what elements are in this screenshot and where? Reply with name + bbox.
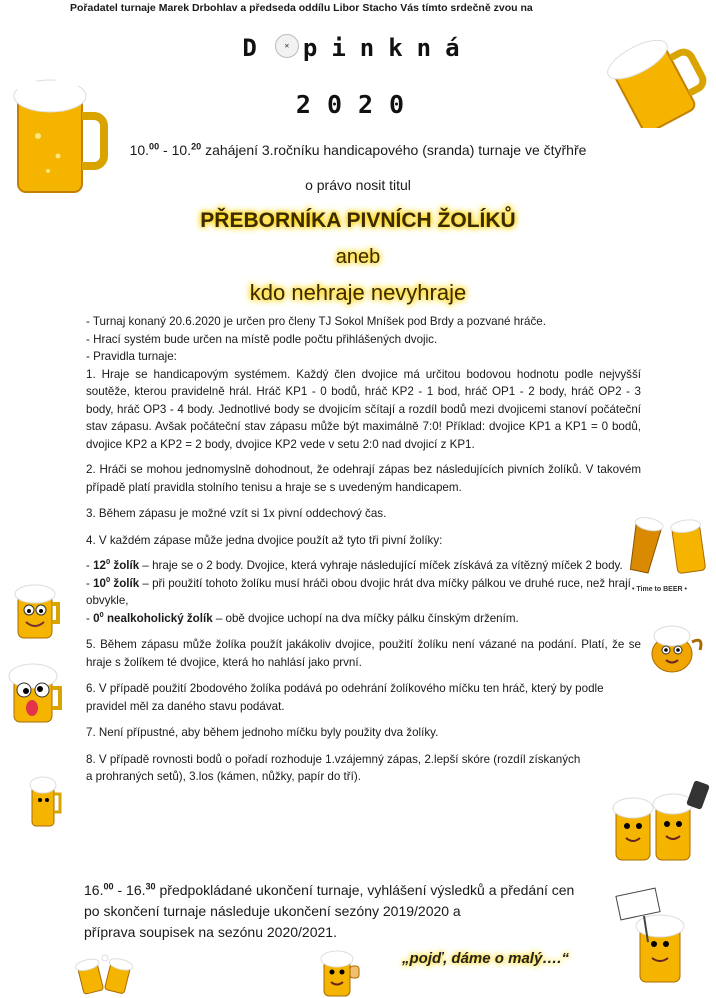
closing-line: po skončení turnaje následuje ukončení sezóny 2019/2020 a <box>84 903 461 919</box>
title-rest: pinkná <box>302 34 474 62</box>
info-line: - Turnaj konaný 20.6.2020 je určen pro členy TJ Sokol Mníšek pod Brdy a pozvané hráče. <box>86 315 546 328</box>
title-letter-d: D <box>242 34 271 62</box>
beer-mug-icon <box>8 66 108 196</box>
beer-sign-icon <box>614 886 710 990</box>
rule-3: 3. Během zápasu je možné vzít si 1x pivní oddechový čas. <box>86 507 387 520</box>
opening-line: 10.00 - 10.20 zahájení 3.ročníku handicapového (sranda) turnaje ve čtyřhře <box>129 141 587 158</box>
joker-item: - $0^0$ nealkoholický žolík – obě dvojice uchopí na dva míčky pálku čínským držením. <box>86 609 519 625</box>
rules-section <box>86 313 641 786</box>
rule-7: 7. Není přípustné, aby během jednoho míčku byly použity dva žolíky. <box>86 726 439 739</box>
headline-motto: kdo nehraje nevyhraje <box>249 280 467 305</box>
rule-1: 1. Hraje se handicapovým systémem. Každý člen dvojice má určitou bodovou hodnotu podle nejvyšší soutěže, kterou pravidelně hrál. Hráč KP1 - 0 bodů, hráč KP2 - 1 bod, hráč OP1 - 2 body, hráč OP2 - 3 body, hráč OP3 - 4 body. Jednotlivé body se dvojicím sčítají a rozdíl bodů mezi dvojicemi stanoví počáteční stav zápasu. Avšak počáteční stav zápasu může být maximálně 7:0! Příklad: dvojice KP1 a KP1 = 0 bodů, dvojice KP2 a KP2 = 2 body, dvojice KP2 vede v setu 2:0 nad dvojicí z KP1. <box>86 367 641 451</box>
rule-2: 2. Hráči se mohou jednomyslně dohodnout, že odehrají zápas bez následujících pivních žolíků. V takovém případě platí pravidla stolního tenisu a hraje se s uvedeným handicapem. <box>86 463 641 494</box>
organizer-intro: Pořadatel turnaje Marek Drbohlav a předseda oddílu Libor Stacho Vás tímto srdečně zvou na <box>70 2 533 14</box>
closing-section <box>84 880 644 943</box>
beer-mug-character-icon <box>12 578 64 642</box>
two-beers-icon <box>624 508 714 586</box>
crazy-beer-icon <box>6 656 68 726</box>
rule-4: 4. V každém zápase může jedna dvojice použít až tyto tři pivní žolíky: <box>86 533 443 547</box>
headline-title: PŘEBORNÍKA PIVNÍCH ŽOLÍKŮ <box>200 209 516 232</box>
subtitle: o právo nosit titul <box>305 177 411 193</box>
rule-8: 8. V případě rovnosti bodů o pořadí rozhoduje 1.vzájemný zápas, 2.lepší skóre (rozdíl získaných a prohraných setů), 3.los (kámen, nůžky, papír do tří). <box>86 752 581 783</box>
joker-item: - $12^0$ žolík – hraje se o 2 body. Dvojice, která vyhraje následující míček získává za vítězný míček 2 body. <box>86 557 623 572</box>
time-to-beer-label: • Time to BEER • <box>632 586 687 593</box>
beer-character-icon <box>644 612 708 676</box>
rule-5: 5. Během zápasu může žolíka použít jakákoliv dvojice, použití žolíku není vázané na podání. Platí, že se hraje s žolíkem té dvojice, která ho nahlásí jako první. <box>86 638 641 669</box>
joker-item: - $10^0$ žolík – při použití tohoto žolíku musí hráči obou dvojic hrát dva míčky pálkou ve druhé ruce, než hrají obvykle, <box>86 574 631 607</box>
slogan: „pojď, dáme o malý….“ <box>402 950 569 967</box>
closing-line: příprava soupisek na sezónu 2020/2021. <box>84 924 337 940</box>
closing-line: 16.00 - 16.30 předpokládané ukončení turnaje, vyhlášení výsledků a předání cen <box>84 881 575 898</box>
cheering-beers-icon <box>610 778 714 870</box>
thumbs-up-beer-icon <box>316 944 362 998</box>
beer-mug-icon <box>28 770 64 828</box>
rule-6: 6. V případě použití 2bodového žolíka podává po odehrání žolíkového míčku ten hráč, který by podle pravidel měl za daného stavu podávat. <box>86 682 604 713</box>
toasting-mugs-icon <box>74 952 136 996</box>
ping-pong-ball-icon: ✕ <box>275 34 299 58</box>
headline-aneb: aneb <box>335 246 381 268</box>
beer-mug-icon <box>598 28 710 128</box>
event-year: 2020 <box>295 90 421 119</box>
info-line: - Pravidla turnaje: <box>86 350 177 363</box>
info-line: - Hrací systém bude určen na místě podle počtu přihlášených dvojic. <box>86 332 438 346</box>
